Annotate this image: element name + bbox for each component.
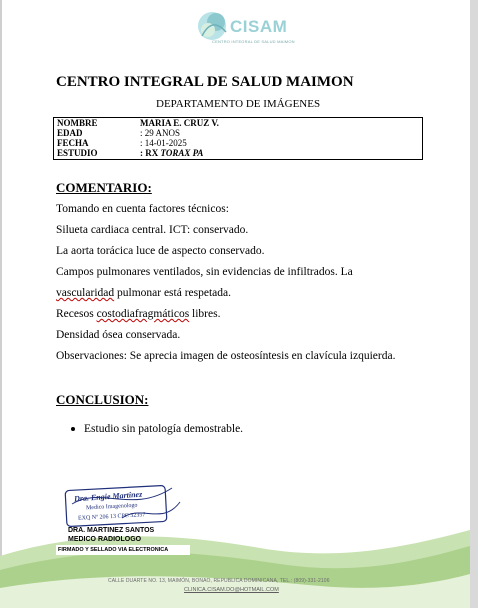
doctor-role: MEDICO RADIOLOGO (68, 536, 142, 543)
study-value (140, 149, 203, 158)
document-title: CENTRO INTEGRAL DE SALUD MAIMON (56, 74, 354, 90)
study-prefix: : RX (140, 148, 159, 158)
comment-line: vascularidad pulmonar está respetada. (56, 287, 231, 299)
comment-line: Densidad ósea conservada. (56, 329, 181, 341)
spellcheck-mark: vascularidad (56, 287, 115, 299)
study-label: ESTUDIO (57, 148, 98, 158)
signature-note: FIRMADO Y SELLADO VIA ELECTRONICA (56, 545, 190, 555)
stamp-ids: EXQ Nº 206 13 CPC 32357 (77, 512, 146, 522)
comment-line: Observaciones: Se aprecia imagen de osteosíntesis en clavícula izquierda. (56, 350, 396, 362)
date-value: : 14-01-2025 (140, 138, 187, 148)
name-value: MARIA E. CRUZ V. (140, 118, 219, 128)
comment-heading: COMENTARIO: (56, 180, 152, 195)
comment-line: Recesos costodiafragmáticos libres. (56, 308, 221, 320)
footer-email-link[interactable]: CLINICA.CISAM.DO@HOTMAIL.COM (184, 587, 279, 593)
bullet-icon (71, 427, 75, 431)
department-name: DEPARTAMENTO DE IMÁGENES (156, 98, 321, 110)
name-label: NOMBRE (57, 118, 98, 128)
conclusion-heading: CONCLUSION: (56, 392, 149, 407)
page-right-scroll-gutter (470, 0, 478, 608)
age-label: EDAD (57, 128, 83, 138)
comment-line: Tomando en cuenta factores técnicos: (56, 203, 229, 215)
age-value: : 29 ANOS (140, 128, 181, 138)
footer-address: CALLE DUARTE NO. 13, MAIMÓN, BONAO, REPUBLICA DOMINICANA, TEL.: (809)-331-2106 (108, 578, 330, 584)
comment-line: Campos pulmonares ventilados, sin evidencias de infiltrados. La (56, 266, 353, 278)
doctor-name: DRA. MARTINEZ SANTOS (68, 527, 155, 534)
logo-name: CISAM (230, 17, 288, 36)
comment-line: La aorta torácica luce de aspecto conservado. (56, 245, 265, 257)
date-label: FECHA (57, 138, 89, 148)
logo-subtitle: CENTRO INTEGRAL DE SALUD MAIMON (212, 39, 295, 44)
conclusion-item: Estudio sin patología demostrable. (84, 423, 244, 435)
comment-line: Silueta cardiaca central. ICT: conservado. (56, 224, 249, 236)
stamp-name: Dra. Engie Martinez (73, 489, 143, 504)
stamp-role: Medico Imagenologo (85, 502, 138, 512)
study-type: TORAX PA (160, 148, 204, 158)
spellcheck-mark: costodiafragmáticos (96, 308, 190, 320)
patient-info-box (53, 117, 423, 160)
